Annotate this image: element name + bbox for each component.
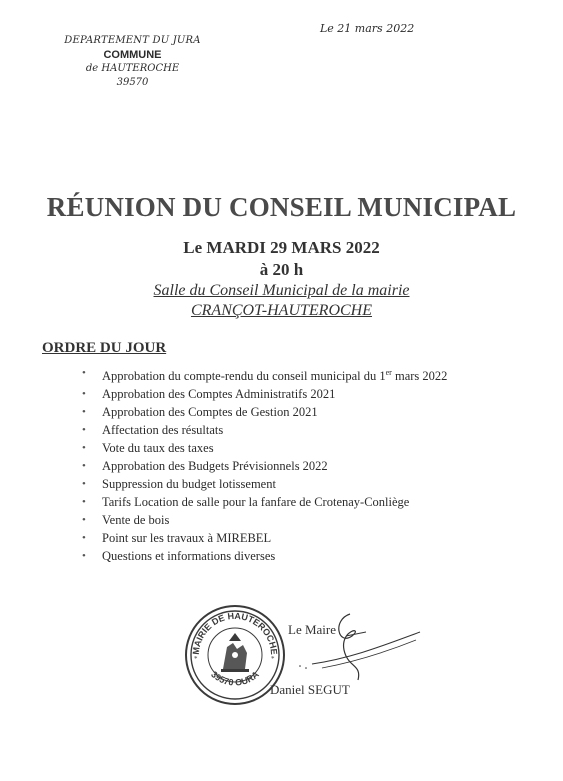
agenda-item <box>82 475 447 493</box>
agenda-item <box>82 421 447 439</box>
agenda-item-text: Questions et informations diverses <box>102 549 276 564</box>
mayor-title: Le Maire <box>288 622 337 637</box>
document-date: Le 21 mars 2022 <box>320 22 415 35</box>
mayor-name: Daniel SEGUT <box>270 682 350 697</box>
commune-name: de HAUTEROCHE <box>85 63 180 74</box>
agenda-item <box>82 403 447 421</box>
agenda-item <box>82 529 447 547</box>
department-label: DEPARTEMENT DU JURA <box>64 35 201 46</box>
agenda-item <box>82 364 447 385</box>
meeting-day: Le MARDI 29 MARS 2022 <box>183 238 380 257</box>
letterhead <box>40 34 225 90</box>
agenda-item-text: Approbation des Budgets Prévisionnels 2022 <box>102 459 328 474</box>
stamp-bottom-text: 39570 OURA <box>209 669 261 688</box>
commune-label: COMMUNE <box>103 49 162 61</box>
meeting-venue-line2: CRANÇOT-HAUTEROCHE <box>190 302 373 319</box>
agenda-list <box>82 364 447 565</box>
postcode: 39570 <box>116 77 149 88</box>
agenda-item <box>82 547 447 565</box>
agenda-item <box>82 457 447 475</box>
agenda-item-text: Vente de bois <box>102 513 170 528</box>
agenda-item <box>82 511 447 529</box>
agenda-item <box>82 385 447 403</box>
agenda-item-text: Approbation des Comptes de Gestion 2021 <box>102 405 318 420</box>
agenda-item <box>82 439 447 457</box>
svg-text:*: * <box>271 655 275 663</box>
meeting-time: à 20 h <box>259 260 304 279</box>
agenda-item-text: Suppression du budget lotissement <box>102 477 276 492</box>
agenda-heading: ORDRE DU JOUR <box>42 340 167 356</box>
document-title: RÉUNION DU CONSEIL MUNICIPAL <box>46 192 517 222</box>
meeting-venue-line1: Salle du Conseil Municipal de la mairie <box>153 282 410 299</box>
agenda-item-text: Vote du taux des taxes <box>102 441 214 456</box>
signature-icon <box>292 606 422 686</box>
stamp-top-text: MAIRIE DE HAUTEROCHE <box>190 610 280 656</box>
agenda-item-text: Affectation des résultats <box>102 423 224 438</box>
svg-text:*: * <box>194 655 198 663</box>
agenda-item <box>82 493 447 511</box>
agenda-item-text: Point sur les travaux à MIREBEL <box>102 531 272 546</box>
agenda-item-text: Tarifs Location de salle pour la fanfare de Crotenay-Conliège <box>102 495 410 510</box>
agenda-item-text: Approbation du compte-rendu du conseil municipal du 1er mars 2022 <box>102 368 448 384</box>
agenda-item-text: Approbation des Comptes Administratifs 2021 <box>102 387 336 402</box>
